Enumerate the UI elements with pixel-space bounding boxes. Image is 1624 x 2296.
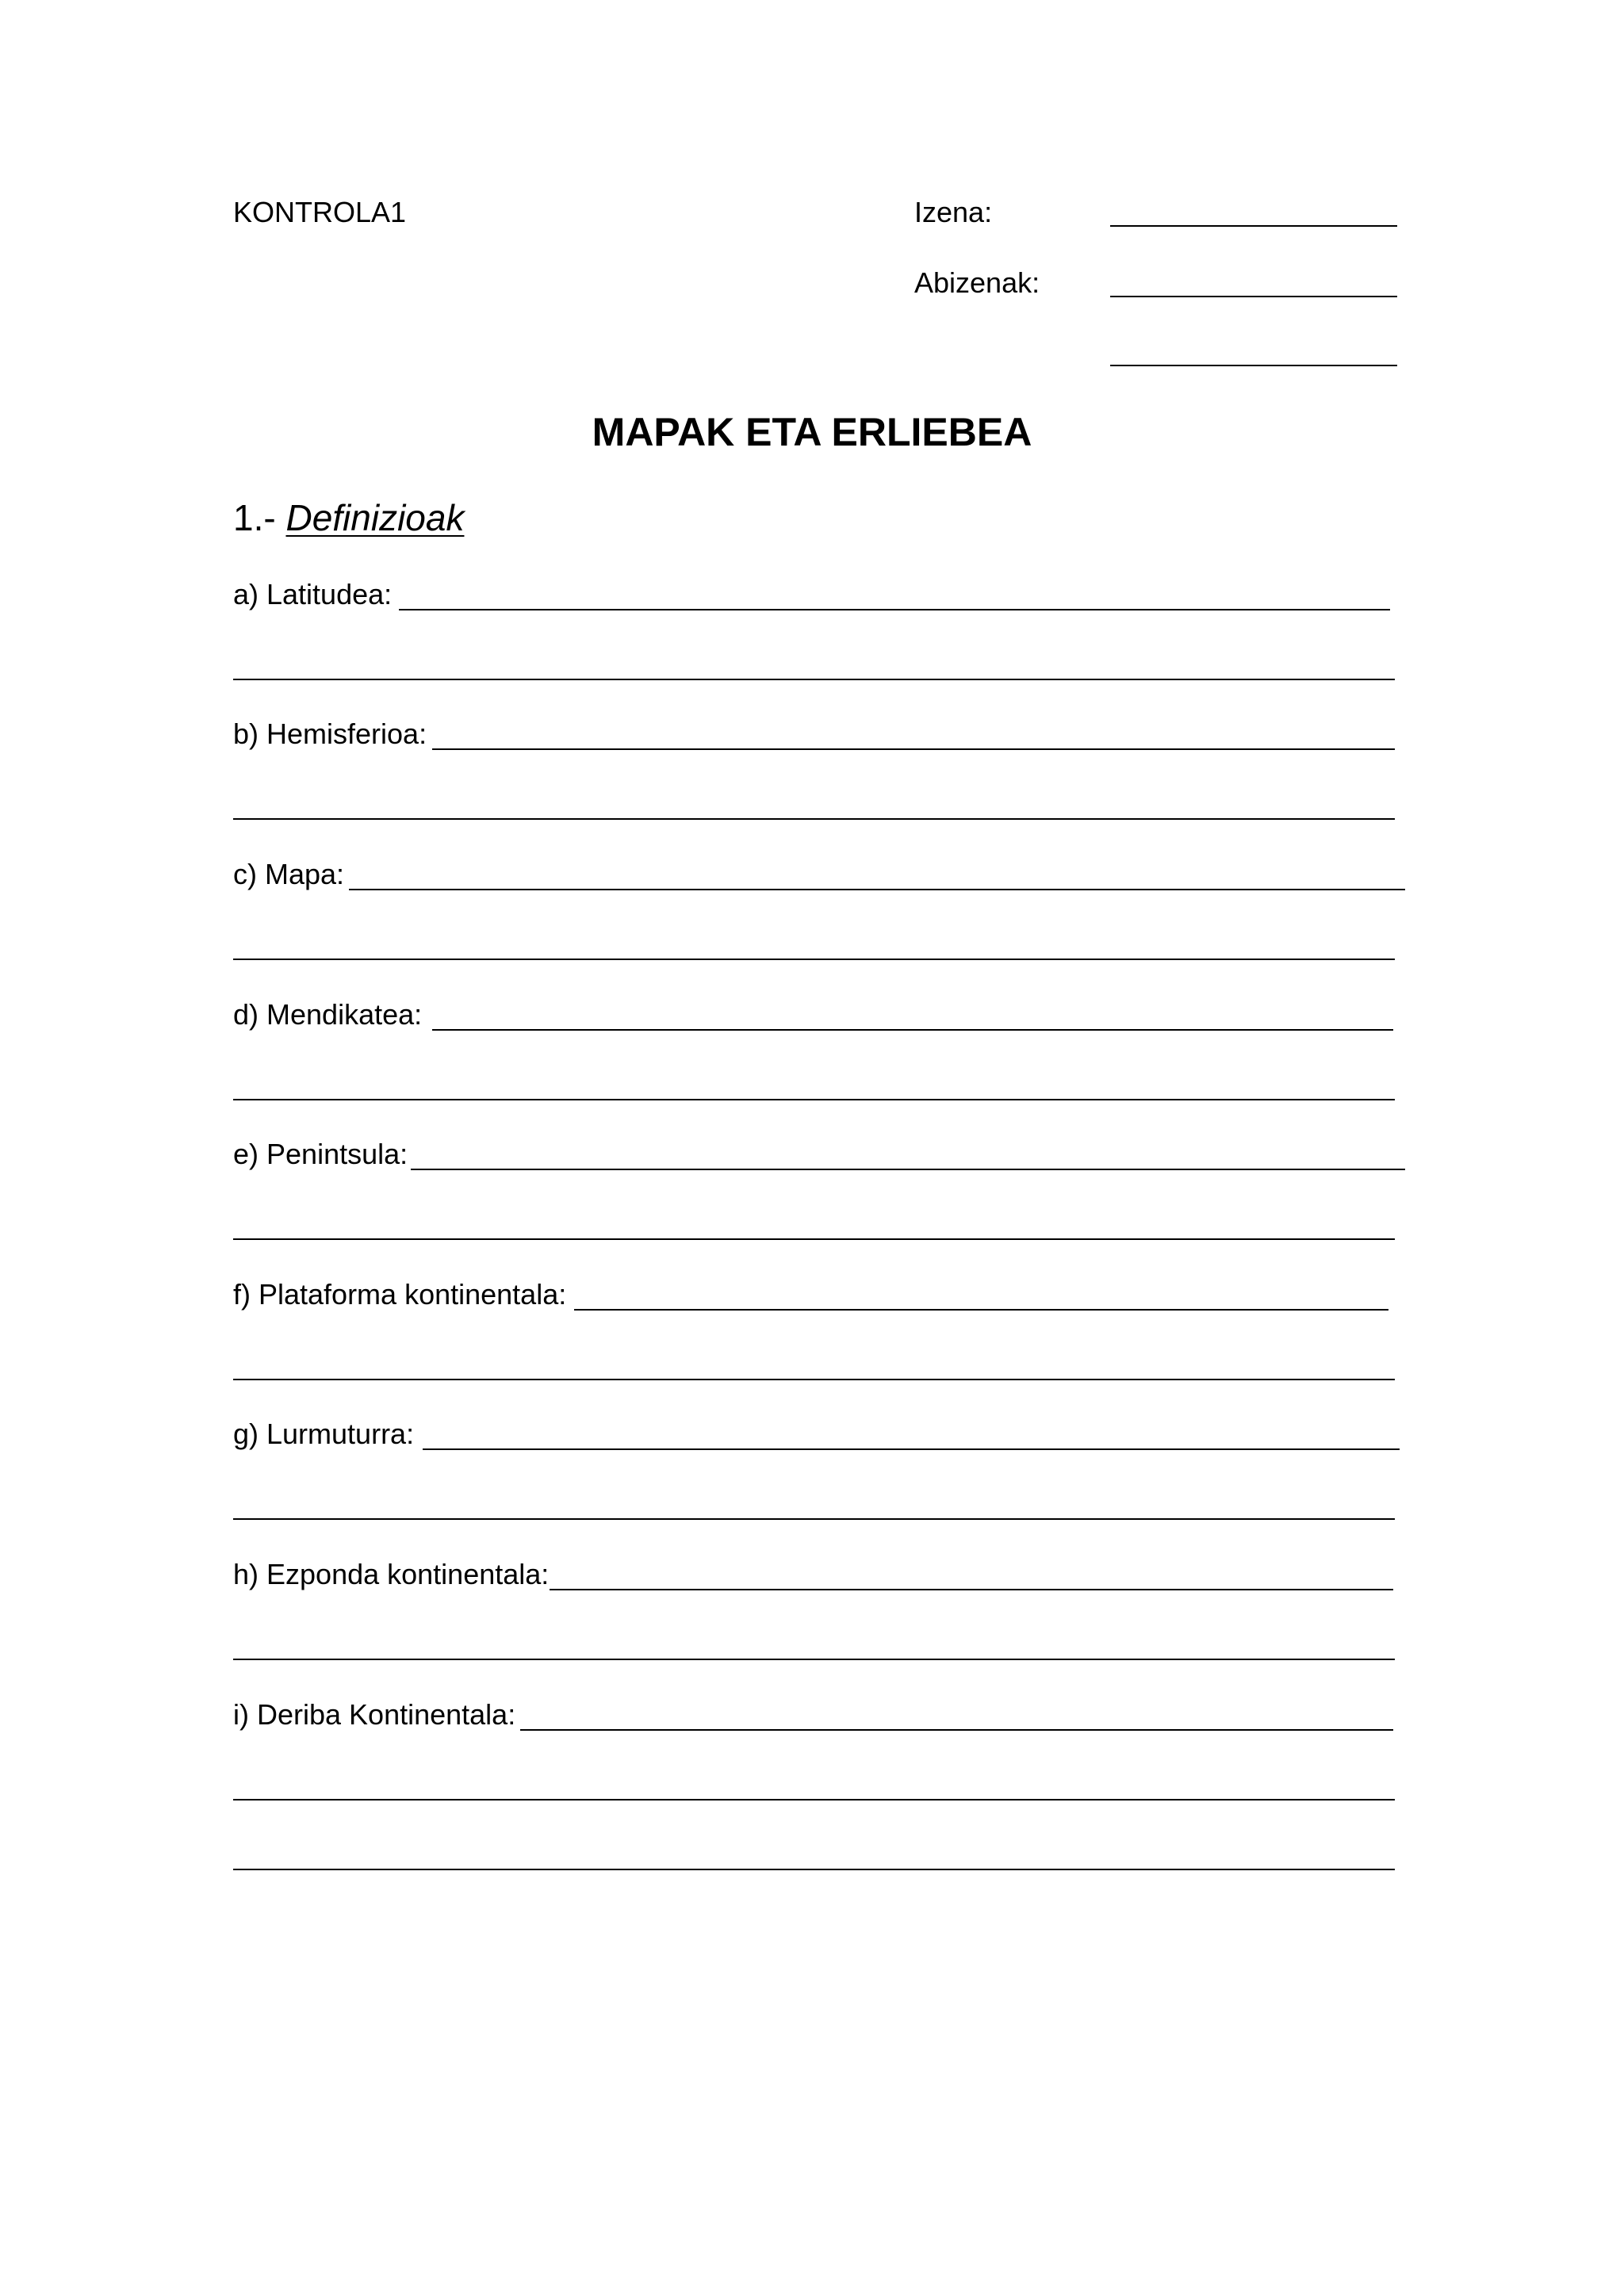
answer-line[interactable] [233, 1379, 1395, 1380]
question-label: e) Penintsula: [233, 1138, 408, 1170]
question-row [233, 1417, 1391, 1452]
answer-line[interactable] [349, 889, 1405, 890]
answer-line[interactable] [233, 1518, 1395, 1520]
answer-line[interactable] [432, 748, 1395, 750]
question-row [233, 577, 1391, 612]
answer-line[interactable] [233, 1238, 1395, 1240]
question-label: h) Ezponda kontinentala: [233, 1558, 550, 1590]
answer-line[interactable] [520, 1729, 1393, 1731]
question-row [233, 857, 1391, 892]
question-row [233, 1137, 1391, 1172]
answer-line[interactable] [233, 959, 1395, 960]
answer-line[interactable] [233, 1869, 1395, 1870]
question-label: a) Latitudea: [233, 578, 393, 610]
question-label: g) Lurmuturra: [233, 1418, 415, 1450]
question-row [233, 997, 1391, 1032]
answer-line[interactable] [432, 1029, 1393, 1031]
surname-label: Abizenak: [914, 266, 1040, 299]
answer-line[interactable] [233, 1099, 1395, 1100]
answer-line[interactable] [574, 1309, 1388, 1311]
question-label: d) Mendikatea: [233, 998, 423, 1031]
answer-line[interactable] [411, 1169, 1405, 1170]
question-label: b) Hemisferioa: [233, 718, 427, 750]
question-label: c) Mapa: [233, 858, 345, 890]
question-label: i) Deriba Kontinentala: [233, 1698, 516, 1731]
section-number: 1.- [233, 497, 276, 538]
question-label: f) Plataforma kontinentala: [233, 1278, 567, 1311]
surname-answer-line[interactable] [1110, 296, 1397, 297]
answer-line[interactable] [550, 1589, 1393, 1590]
document-code: KONTROLA1 [233, 196, 407, 228]
question-row [233, 717, 1391, 752]
question-row [233, 1557, 1391, 1592]
answer-line[interactable] [233, 818, 1395, 820]
answer-line[interactable] [399, 609, 1390, 610]
question-row [233, 1277, 1391, 1312]
answer-line[interactable] [423, 1448, 1400, 1450]
surname-answer-line-2[interactable] [1110, 365, 1397, 366]
name-label: Izena: [914, 196, 993, 228]
name-answer-line[interactable] [1110, 225, 1397, 227]
question-row [233, 1697, 1391, 1732]
section-heading [233, 496, 464, 540]
section-name: Definizioak [285, 497, 465, 538]
answer-line[interactable] [233, 679, 1395, 680]
answer-line[interactable] [233, 1659, 1395, 1660]
answer-line[interactable] [233, 1799, 1395, 1800]
worksheet-title: MAPAK ETA ERLIEBEA [592, 410, 1032, 454]
